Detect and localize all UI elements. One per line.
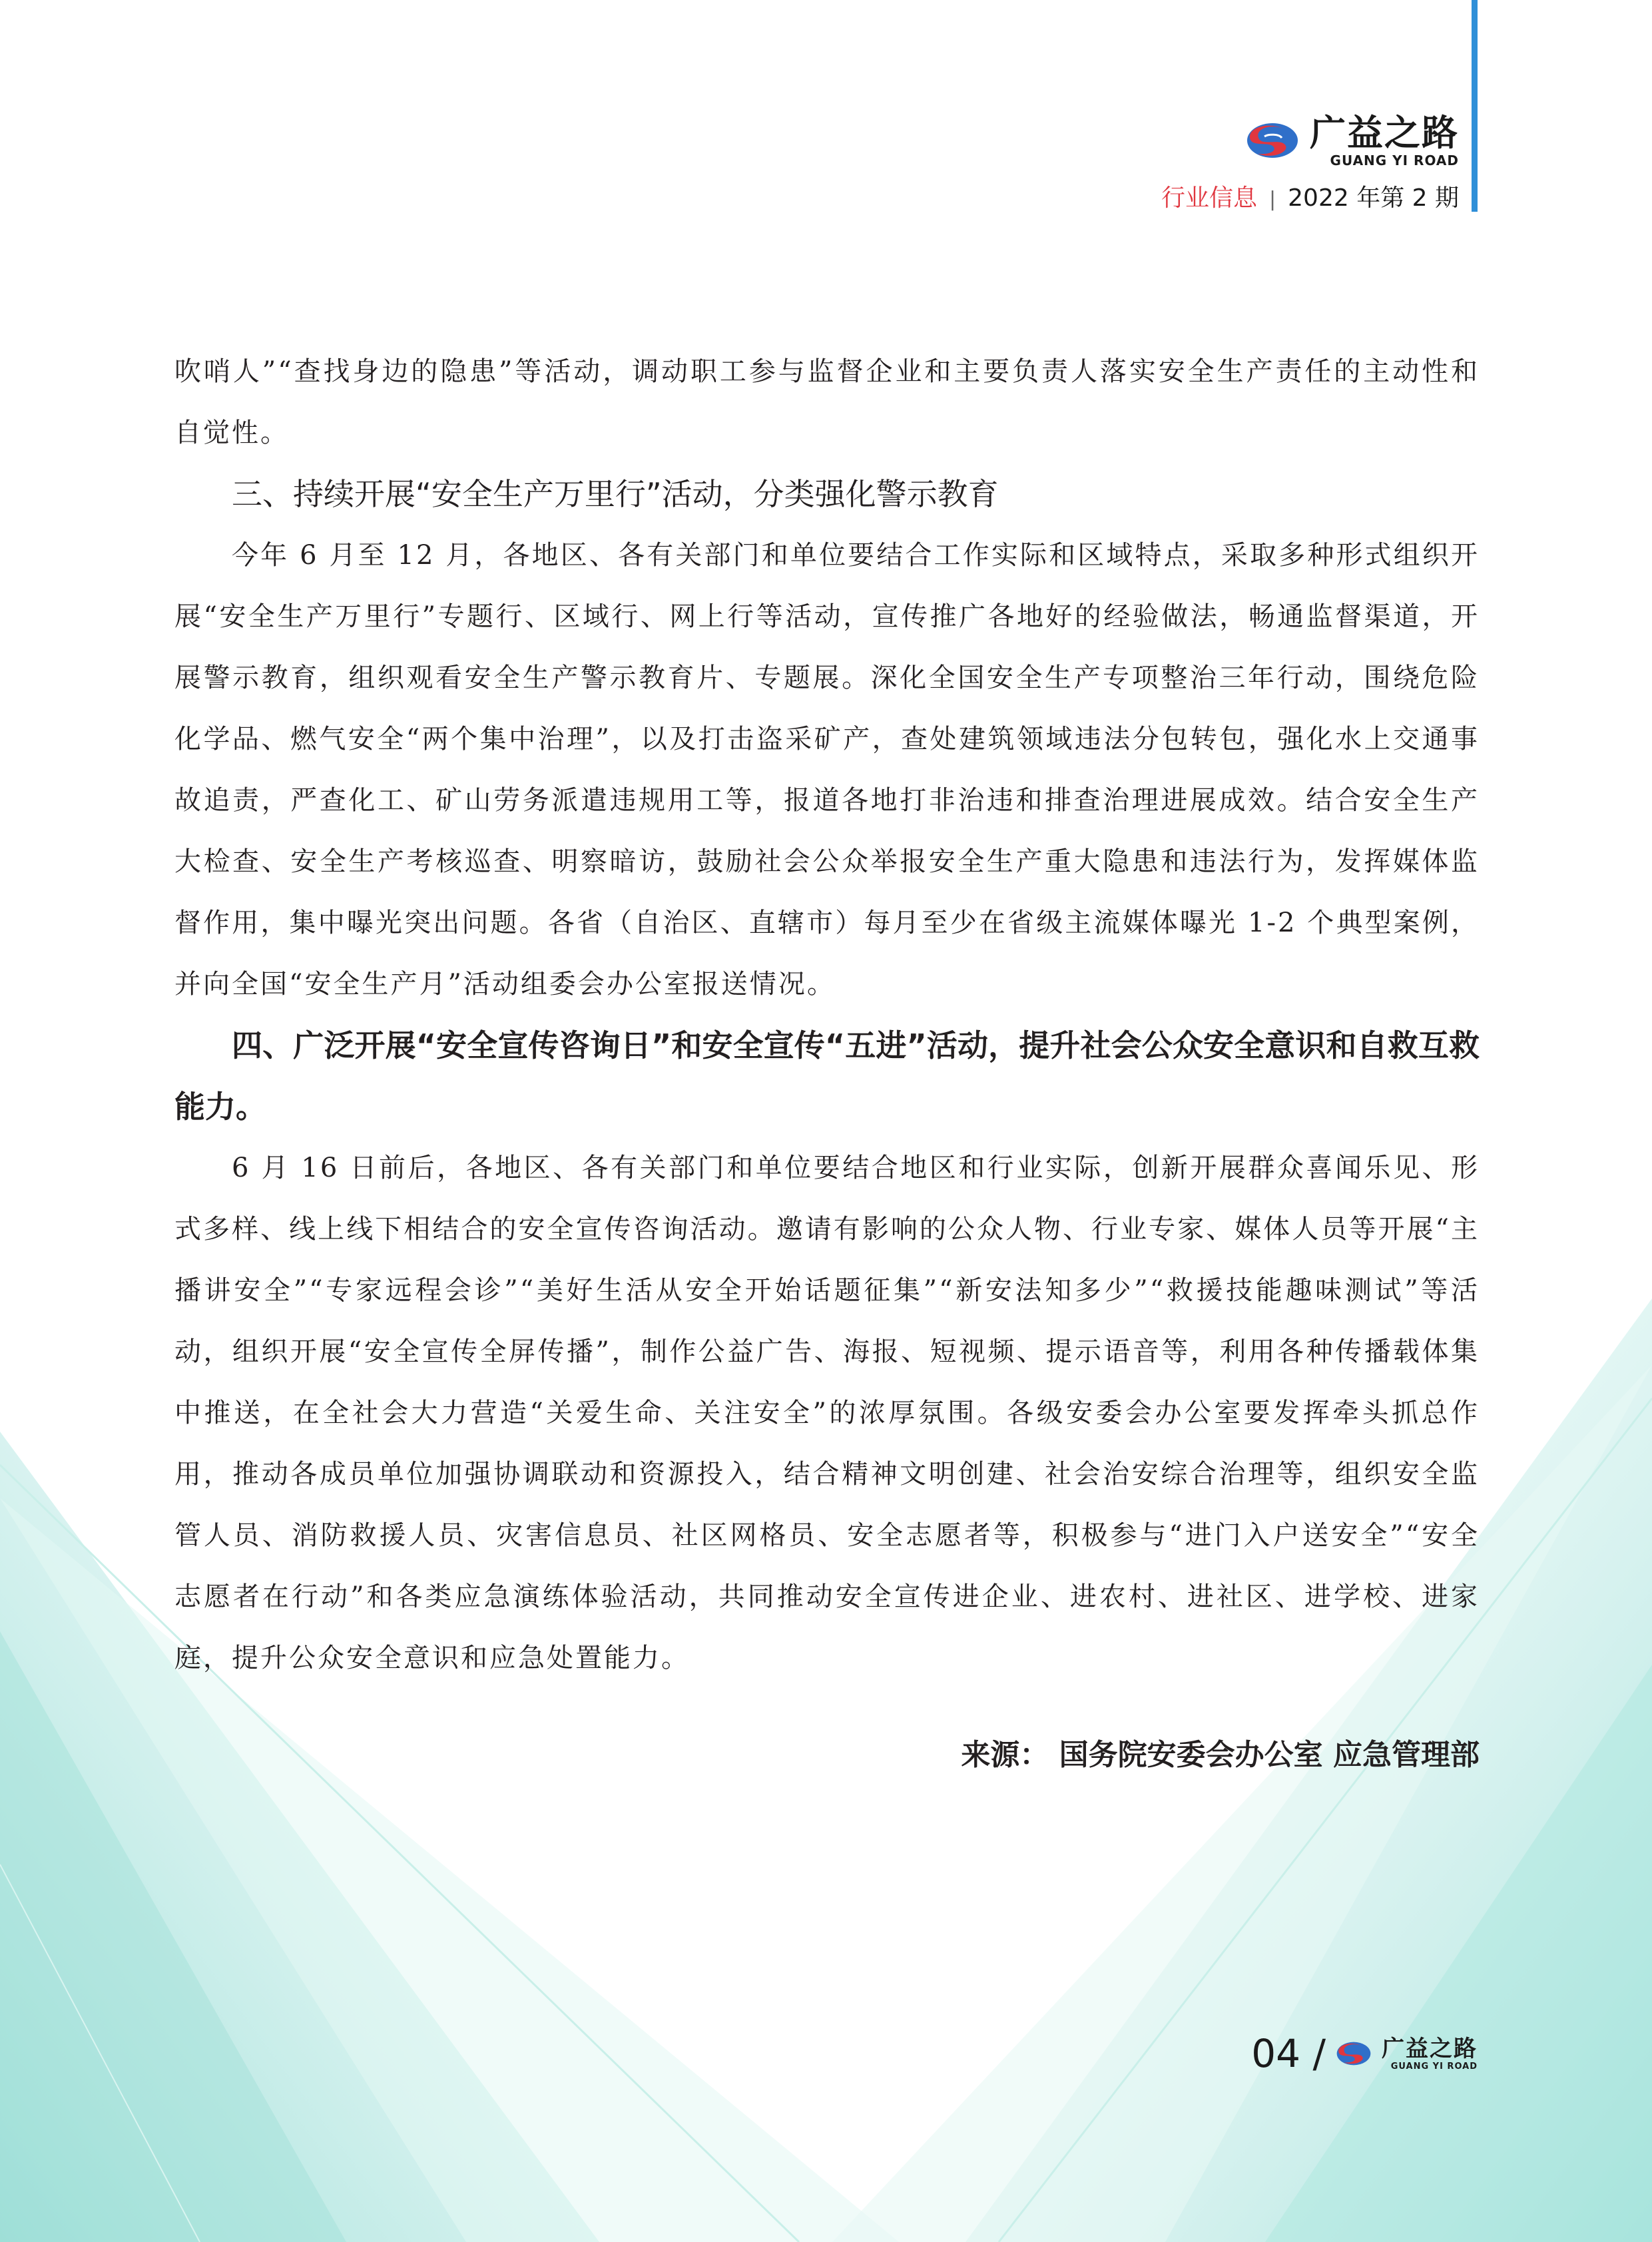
issue-line	[1161, 185, 1459, 213]
issue-number: 2022 年第 2 期	[1288, 184, 1459, 212]
page-number: 04 /	[1251, 2031, 1326, 2076]
section-heading-3: 三、持续开展“安全生产万里行”活动，分类强化警示教育	[232, 476, 999, 512]
section-heading-4: 四、广泛开展“安全宣传咨询日”和安全宣传“五进”活动，提升社会公众安全意识和自救互救能力。	[174, 1027, 1480, 1125]
section-label: 行业信息	[1161, 184, 1258, 212]
paragraph-4: 6 月 16 日前后，各地区、各有关部门和单位要结合地区和行业实际，创新开展群众喜闻乐见、形式多样、线上线下相结合的安全宣传咨询活动。邀请有影响的公众人物、行业专家、媒体人员等开展“主播讲安全”“专家远程会诊”“美好生活从安全开始话题征集”“新安法知多少”“救援技能趣味测试”等活动，组织开展“安全宣传全屏传播”，制作公益广告、海报、短视频、提示语音等，利用各种传播载体集中推送，在全社会大力营造“关爱生命、关注安全”的浓厚氛围。各级安委会办公室要发挥牵头抓总作用，推动各成员单位加强协调联动和资源投入，结合精神文明创建、社会治安综合治理等，组织安全监管人员、消防救援人员、灾害信息员、社区网格员、安全志愿者等，积极参与“进门入户送安全”“安全志愿者在行动”和各类应急演练体验活动，共同推动安全宣传进企业、进农村、进社区、进学校、进家庭，提升公众安全意识和应急处置能力。	[174, 1153, 1480, 1673]
guangyi-logo-icon	[1335, 2039, 1372, 2068]
brand-name-en: GUANG YI ROAD	[1330, 152, 1459, 168]
header-accent-bar	[1472, 0, 1478, 212]
paragraph-3: 今年 6 月至 12 月，各地区、各有关部门和单位要结合工作实际和区域特点，采取多种形式组织开展“安全生产万里行”专题行、区域行、网上行等活动，宣传推广各地好的经验做法，畅通监督渠道，开展警示教育，组织观看安全生产警示教育片、专题展。深化全国安全生产专项整治三年行动，围绕危险化学品、燃气安全“两个集中治理”，以及打击盗采矿产，查处建筑领域违法分包转包，强化水上交通事故追责，严查化工、矿山劳务派遣违规用工等，报道各地打非治违和排查治理进展成效。结合安全生产大检查、安全生产考核巡查、明察暗访，鼓励社会公众举报安全生产重大隐患和违法行为，发挥媒体监督作用，集中曝光突出问题。各省（自治区、直辖市）每月至少在省级主流媒体曝光 1-2 个典型案例，并向全国“安全生产月”活动组委会办公室报送情况。	[174, 540, 1480, 999]
article-body	[174, 341, 1480, 1775]
footer-brand-en: GUANG YI ROAD	[1390, 2061, 1478, 2072]
brand-name-cn: 广益之路	[1310, 112, 1459, 154]
brand-logo	[1161, 113, 1459, 168]
paragraph-continued: 吹哨人”“查找身边的隐患”等活动，调动职工参与监督企业和主要负责人落实安全生产责任的主动性和自觉性。	[174, 356, 1480, 448]
footer-brand-cn: 广益之路	[1382, 2035, 1478, 2062]
source-attribution: 来源： 国务院安委会办公室 应急管理部	[961, 1738, 1480, 1772]
issue-separator: |	[1269, 188, 1276, 211]
page-footer	[1251, 2031, 1478, 2076]
guangyi-logo-icon	[1244, 119, 1300, 162]
page-header	[1161, 113, 1459, 213]
